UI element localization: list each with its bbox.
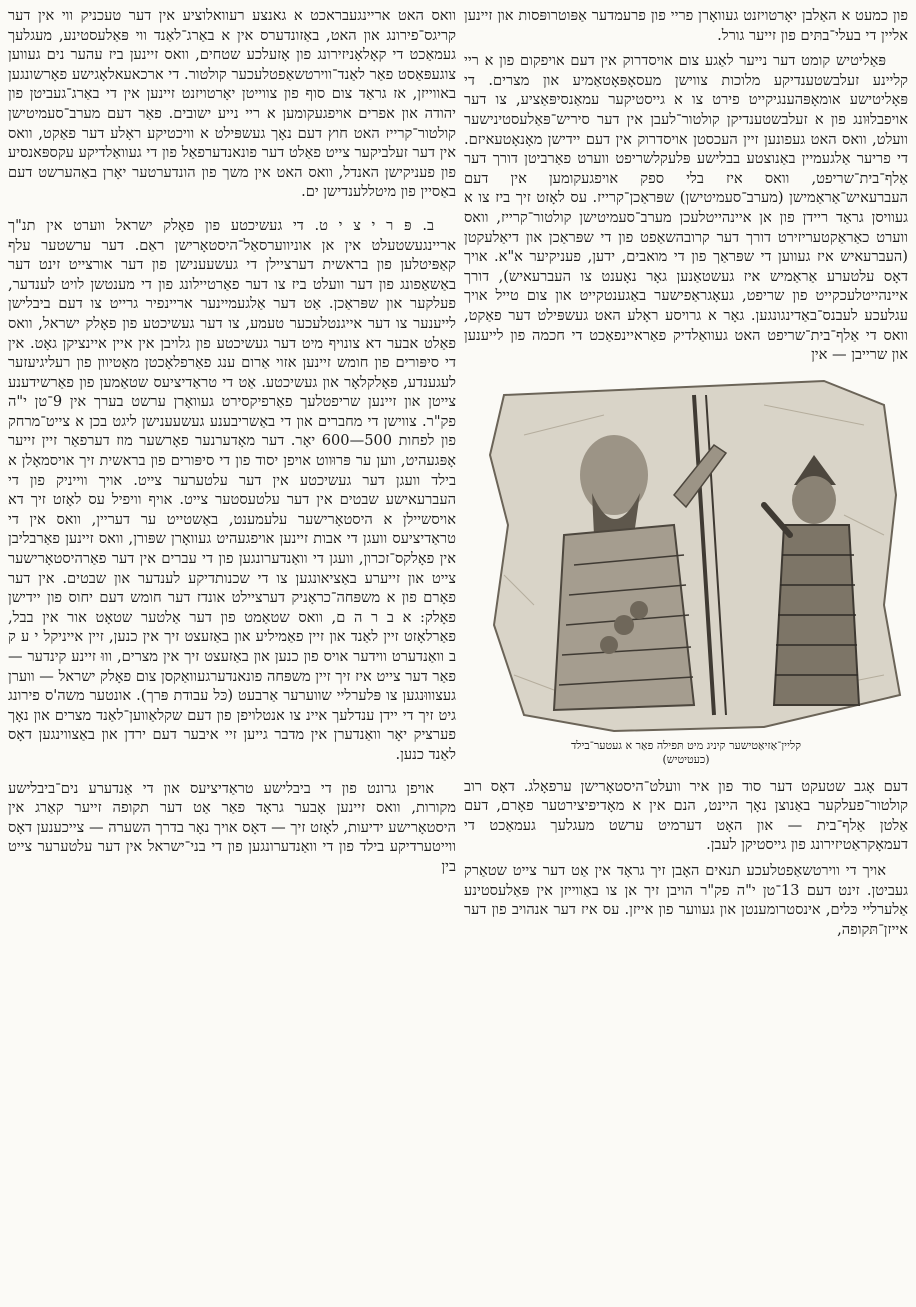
left-paragraph-2: ב. פּ ר י צ י ט. די געשיכטע פון פאָלק ישראל ווערט אין תנ"ך אריינגעשטעלט אין אן אוניווערסאַל־היסטאָרישן ראַם. דער ערשטער עלף קאַפּיטלען פון בראשית דערציילן די געשעענישן פון דער אורצייט זינט דער באַשאַפונג פון דער וועלט ביז צו דער פאַרטיילונג פון די מענטשן לויט לענדער, פעלקער און שפּראַכן. אַט דער אַלגעמיינער אריינפיר גרייט צו דעם ביבלישן לייענער צו דער אייגנטלעכער טעמע, צו דער געשיכטע פון פאָלק ישראל, וואס פאַלט אבער דא צונויף מיט דער געשיכטע פון גלויבן אין איין איינציקן גאָט. אין די סיפּורים פון חומש זיינען אזוי אַרום ענג פאַרפלאָכטן מאָטיוון פון רעליגיעזער לעגענדע, פאָלקלאָר און געשיכטע. אַט די טראַדיציעס שטאַמען פון פאַרשידענע צייטן און זיינען שריפטלעך פאַרפיקסירט געוואָרן ערשט בערך אין 9־טן י"ה פק"ר. צווישן די מחברים און די באַשריבענע געשעענישן ליגט בכן א צייט־מרחק פון לפחות 500—600 יאָר. דער מאָדערנער פאָרשער מוז דערפאַר זיין זייער אָפּגעהיט, ווען ער פּרוּווט אויפן יסוד פון די סיפּורים פון בראשית זיך אויסמאָלן א בילד וועגן דער געשיכטע אין דער עלטערער צייט. אויך ווייניק פון די העברעאישע שבטים אין דער עלטעסטער צייט. אויף וויפיל עס לאָזט זיך דא אויסשיילן א היסטאָרישער עלעמענט, באַשטייט ער דעריין, וואס אין די טראַדיציעס וועגן די אבות זיינען אויפגעהיט געוואָרן שפּורן, וואס זיינען פאַרבליבן אין פאָלקס־זכרון, וועגן די וואַנדערונגען פון די עברים אין דער פאַרהיסטאָרישער צייט און זייערע באַציאונגען צו די שכנותדיקע לענדער און שבטים. אין דער פאָרם פון א משפּחה־כראָניק דערציילט אונדז דער חומש דעם יחוס פון יידישן פאָלק: א ב ר ה ם, וואס שטאַמט פון דער אַלטער שטאָט אור אין בבל, פאַרלאָזט זיין לאַנד און זיין פאַמיליע און באַזעצט זיך אין כנען, זיין אייניקל י ע ק ב וואַנדערט ווידער אויס פון כנען און באַזעצט זיך אין מצרים, וווּ זיינע קינדער — פאַר דער צייט איז זיך זיין משפּחה פונאנדערגעוואַקסן צום פאָלק ישראל — ווערן געצוווּנגען צו פּלערליי שווערער אַרבעט (כּל עבודת פּרך). אונטער משה'ס פירונג גיט זיך די יידן ענדלעך איינ צו אנטלויפן פון דעם שקלאַווען־לאַנד מצרים און נאָך פערציק יאָר וואַנדערן אין מדבר גייען זיי איבער דעם ירדן און באַצווינגען דאָס לאַנד כנען.	[8, 216, 457, 763]
right-paragraph-4: אויך די ווירטשאַפטלעכע תנאים האָבן זיך גראָד אין אַט דער צייט שטאַרק געביטן. זינט דעם 13־טן י"ה פק"ר הויבן זיך אן צו באַווייזן אין פּאַלעסטינע אַלערליי כּלים, אינסטרומענטן און געווער פון אייזן. עס איז דער אנהויב פון דער אייזן־תּקופה,	[464, 862, 908, 938]
caption-line-2: (כעטיטיש)	[662, 752, 710, 766]
left-paragraph-1: וואס האט אריינגעבראכט א גאנצע רעוואלוציע אין דער טעכניק ווי אין דער קריגס־פירונג און האט, באַזונדערס אין א באַרג־לאַנד ווי פּאַלעסטינע, מעגלעך געמאַכט די קאָלאָניזירונג פון אָזעלכע שטחים, וואס זיינען ביז עהער נים געווען צוגעפּאַסט פאַר לאַנד־ווירטשאַפטלעכער קולטור. די ארכאעאלאָגישע פאָרשונגען באווייזן, אז גראַד צום סוף פון צווייטן יאָרטויזנט זיינען אין די באַרג־געביטן פון יהודה און אפרים אויפגעקומען א ריי נייע ישובים. פאַר דעם מערב־סעמיטישן קולטור־קרייז האט חוץ דעם נאָך געשפּילט א וויכטיקע ראָלע דער פאַקט, וואס אין דער זעלביקער צייט פאַלט דער פונאנדערפאַל פון די געוואַלדיקע עקספּאנסיע פון פעניקישן האנדל, וואס האט אין משך פון הונדערטער יאָרן באַהערשט דעם באַסיין פון מיטללענדישן ים.	[8, 7, 456, 201]
right-paragraph-2: פּאַליטיש קומט דער נייער לאַגע צום אויסדרוק אין דעם אויפקום פון א ריי קליינע זעלבשטענדיקע מלוכות צווישן מעסאָפּאָטאַמיע און מצרים. די פּאָליטישע אומאָפּהענגיקייט פירט צו א גייסטיקער עמאַנסיפּאַציע, צו דער אויפבלוּונג פון א זעלבשטענדיקן קולטור־לעבן אין דער סיריש־פּאַלעסטינישער וועלט, וואס האט געפונען זיין העכסטן אויסדרוק אין דעם יידישן מאָנאָטעאיזם. די פריער אַלגעמיין באַנוצטע בבלישע פּלעקלשריפט ווערט פאַרביטן דורך דער אַלף־בית־שריפט, וואס איז בלי ספק אויפגעקומען אין דעם העברעאיש־אַראַמישן (מערב־סעמיטישן) שפּראַכן־קרייז. עס לאָזט זיך ביז צו א געוויסן גראַד ריידן פון אן איינהייטלעכן מערב־סעמיטישן קולטור־קרייז, וואס ווערט כאַראַקטעריזירט דורך דער קרובהשאַפט פון די שפּראַכן און דיאַלעקטן (העברעאיש איז געווען די שפּראַך פון די מואבים, ידען, פעניקיער א"א. אויך דאָס עלטערע אַראַמיש איז געשטאַנען גאָר נאָענט צו העברעאיש), דורך איינהייטלעכקייט פון שריפט, געאָגראַפישער באַגענטקייט און צום טייל אויך עגלעכע לעבנס־באַדינגונגען. גאָר א גרויסע ראָלע האט געשפּילט דער פאַקט, וואס די אַלף־בית־שריפט האט געוואַלדיק פאַראיינפאַכט די חכמה פון לייענען און שרייבן — אין	[464, 52, 908, 364]
left-paragraph-3: אויפן גרונט פון די ביבלישע טראַדיציעס און די אַנדערע נים־ביבלישע מקורות, וואס זיינען אָבער גראָד פאַר אַט דער תקופה זייער קאַרג אין היסטאָרישע ידיעות, לאָזט זיך — דאָס אויך נאָר בדרך השערה — צייכענען דאָס ווייטערדיקע בילד פון די וואַנדערונגען פון די בני־ישראל אין דער עלטערער צייט בין	[8, 779, 456, 875]
right-column	[464, 6, 908, 939]
right-paragraph-3: דעם אָגב שטעקט דער סוד פון איר וועלט־היסטאָרישן ערפאָלג. דאָס רוב קולטור־פעלקער באַנוצן נאָך היינט, הנם אין א מאָדיפיצירטער פאָרם, דעם אַלטן אַלף־בית — און האָט דערמיט ערשט מעגלעך געמאַכט די דעמאָקראַטיזירונג פון גייסטיקן לעבן.	[464, 777, 908, 854]
relief-illustration	[464, 375, 908, 735]
right-paragraph-1: פון כמעט א האַלבן יאָרטויזנט געוואָרן פריי פון פרעמדער אַפּוטרופּסות און זיינען אליין די בעלי־בתּים פון זייער גורל.	[464, 7, 908, 44]
figure-caption	[464, 739, 908, 767]
left-column	[8, 6, 456, 877]
caption-line-1: קליין־אַזיאַטישער קיניג מיט תּפילה פאַר א געטער־בילד	[571, 738, 801, 752]
